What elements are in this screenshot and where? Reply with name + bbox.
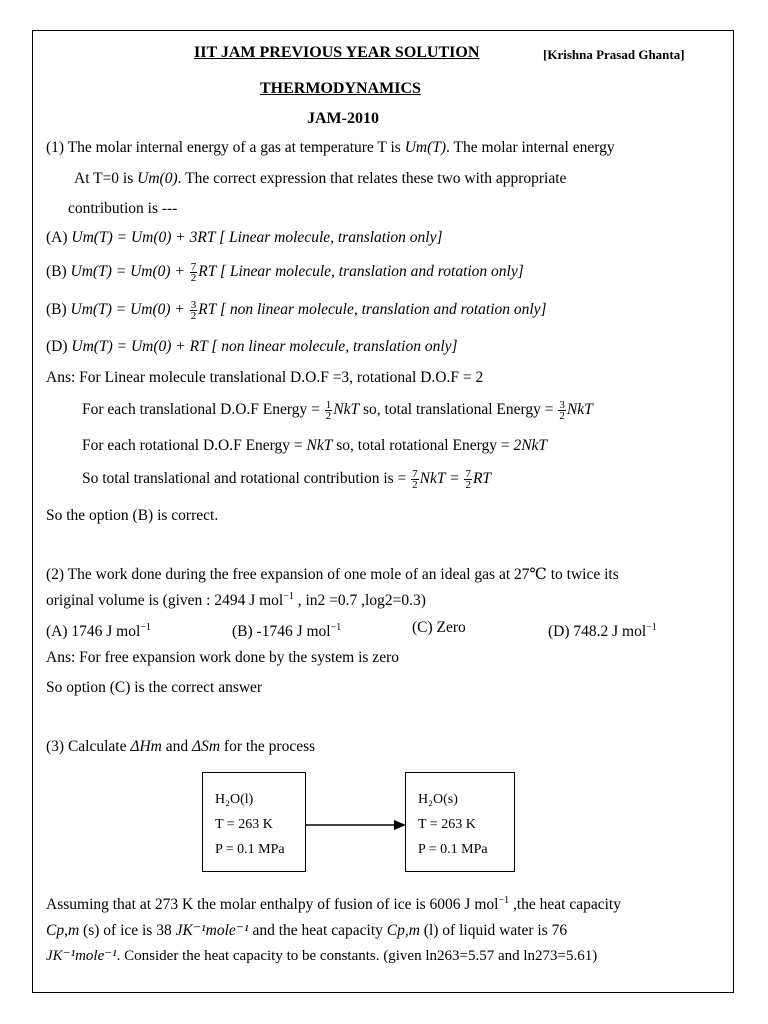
author-name: [Krishna Prasad Ghanta] — [543, 47, 685, 62]
q1-answer-line1: Ans: For Linear molecule translational D.O.F =3, rotational D.O.F = 2 — [46, 369, 484, 386]
q2-conclusion: So option (C) is the correct answer — [46, 679, 263, 696]
fraction: $\frac{3}{2}$ — [559, 399, 565, 422]
subject-title: THERMODYNAMICS — [260, 80, 421, 97]
exam-year: JAM-2010 — [307, 110, 379, 127]
q1-option-c: (B) Um(T) = Um(0) + $\frac{3}{2}$ RT [ non linear molecule, translation and rotation only] — [46, 299, 547, 322]
q3-paragraph-line3: JK⁻¹mole⁻¹. Consider the heat capacity to be constants. (given ln263=5.57 and ln273=5.61) — [46, 948, 598, 964]
q2-line2: original volume is (given : 2494 J mol$^{-1}$ , in2 =0.7 ,log2=0.3) — [46, 591, 426, 610]
q3-paragraph-line1: Assuming that at 273 K the molar enthalpy of fusion of ice is 6006 J mol$^{-1}$ ,the heat capacity — [46, 895, 621, 914]
process-arrow — [306, 818, 406, 832]
q2-answer: Ans: For free expansion work done by the system is zero — [46, 649, 399, 666]
doc-title: IIT JAM PREVIOUS YEAR SOLUTION — [194, 44, 480, 61]
q3-line1: (3) Calculate ΔHm and ΔSm for the process — [46, 738, 316, 755]
q1-option-a: (A) Um(T) = Um(0) + 3RT [ Linear molecule, translation only] — [46, 229, 443, 246]
process-box-final: H₂O(s) T = 263 K P = 0.1 MPa — [405, 772, 515, 872]
q1-line3: contribution is --- — [68, 200, 178, 217]
fraction: $\frac{3}{2}$ — [190, 299, 197, 322]
q1-line1: (1) The molar internal energy of a gas at temperature T is Um(T). The molar internal energy — [46, 139, 615, 156]
q3-paragraph-line2: Cp,m (s) of ice is 38 JK⁻¹mole⁻¹ and the heat capacity Cp,m (l) of liquid water is 76 — [46, 922, 568, 939]
q2-option-b: (B) -1746 J mol$^{-1}$ — [232, 622, 342, 641]
fraction: $\frac{7}{2}$ — [412, 468, 418, 491]
q1-answer-line2: For each translational D.O.F Energy = $\frac{1}{2}$ NkT so, total translational Energy = $\frac{3}{2}$ NkT — [82, 399, 593, 422]
q2-option-c: (C) Zero — [412, 619, 466, 636]
q1-option-d: (D) Um(T) = Um(0) + RT [ non linear molecule, translation only] — [46, 338, 458, 355]
q1-answer-line3: For each rotational D.O.F Energy = NkT so, total rotational Energy = 2NkT — [82, 437, 548, 454]
fraction: $\frac{7}{2}$ — [465, 468, 471, 491]
q1-answer-line4: So total translational and rotational contribution is = $\frac{7}{2}$ NkT = $\frac{7}{2}$ RT — [82, 468, 492, 491]
q2-option-d: (D) 748.2 J mol$^{-1}$ — [548, 622, 657, 641]
process-box-initial: H₂O(l) T = 263 K P = 0.1 MPa — [202, 772, 306, 872]
q1-option-b: (B) Um(T) = Um(0) + $\frac{7}{2}$ RT [ Linear molecule, translation and rotation only] — [46, 261, 524, 284]
q1-line2: At T=0 is Um(0). The correct expression that relates these two with appropriate — [74, 170, 567, 187]
fraction: $\frac{7}{2}$ — [190, 261, 197, 284]
q2-line1: (2) The work done during the free expansion of one mole of an ideal gas at 27℃ to twice its — [46, 566, 619, 583]
fraction: $\frac{1}{2}$ — [325, 399, 332, 422]
q1-conclusion: So the option (B) is correct. — [46, 507, 219, 524]
q2-option-a: (A) 1746 J mol$^{-1}$ — [46, 622, 151, 641]
